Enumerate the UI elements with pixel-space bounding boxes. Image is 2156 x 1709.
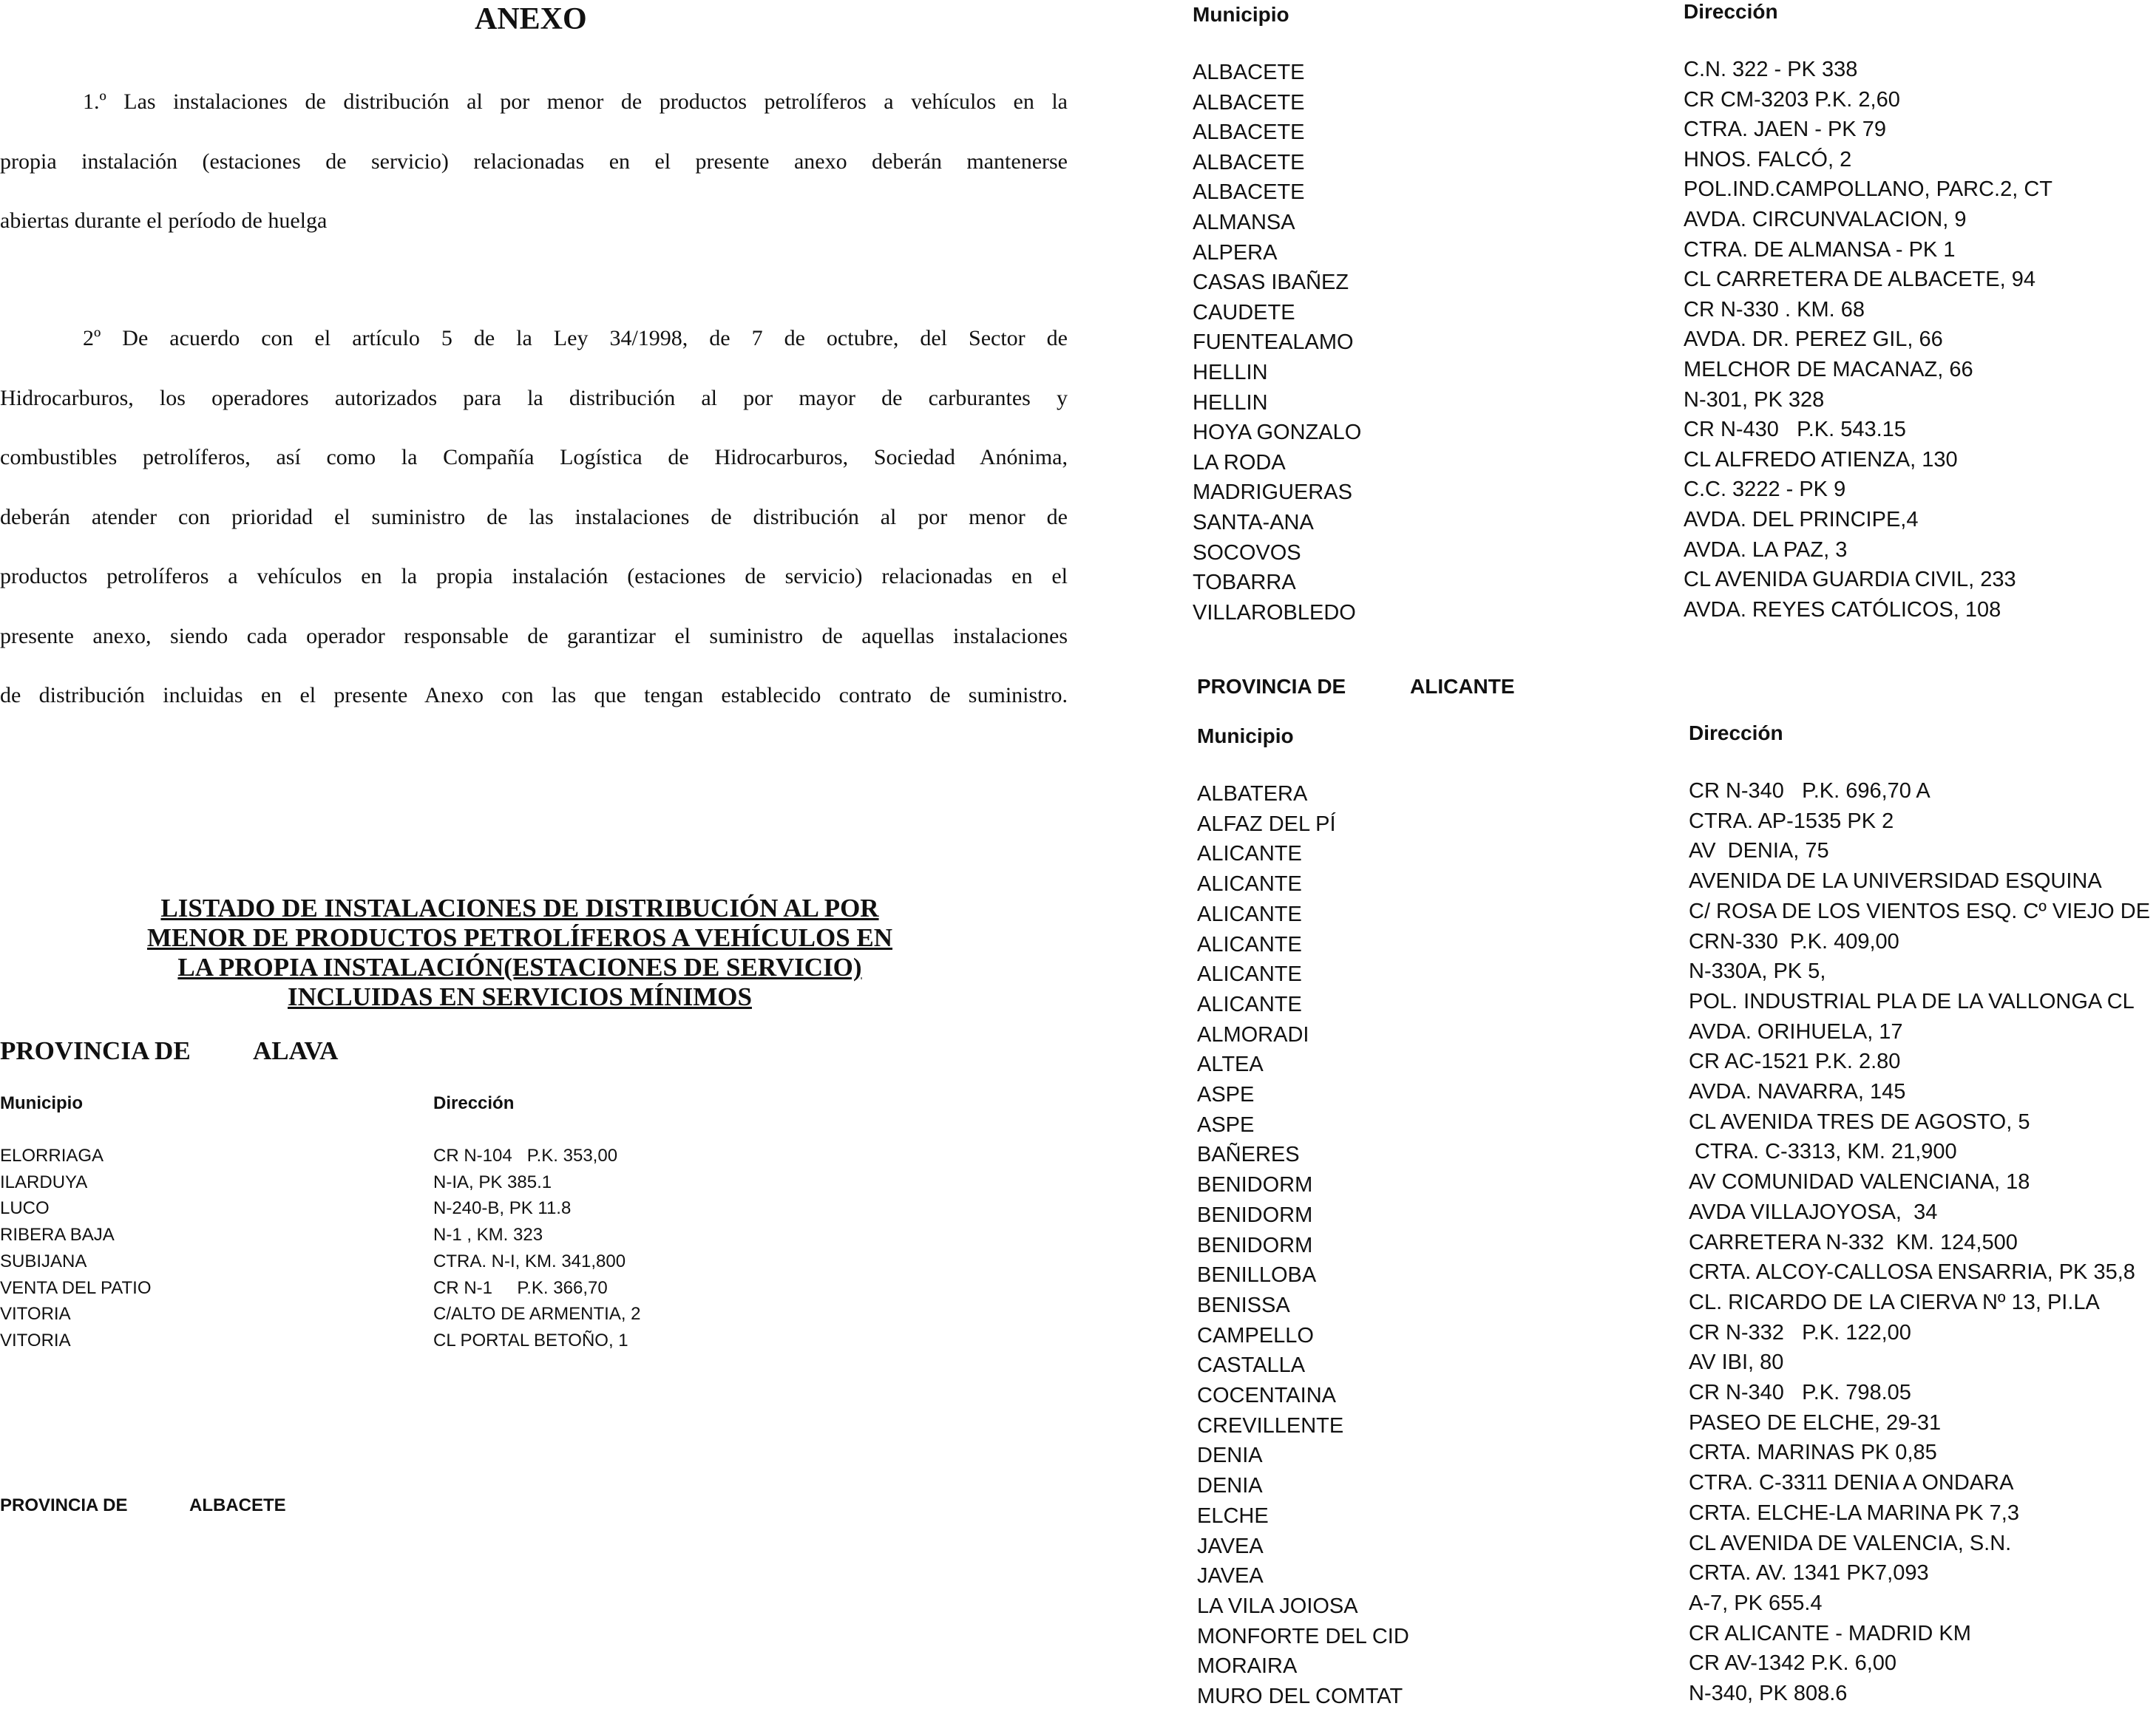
province-label: PROVINCIA DE — [1197, 675, 1346, 698]
municipio-cell: BENIDORM — [1197, 1203, 1313, 1227]
municipio-cell: ALBACETE — [1193, 150, 1305, 174]
direccion-cell: AVENIDA DE LA UNIVERSIDAD ESQUINA — [1689, 869, 2102, 894]
direccion-cell: CR N-340 P.K. 696,70 A — [1689, 779, 1930, 803]
anexo-title: ANEXO — [475, 2, 587, 36]
direccion-cell: CTRA. N-I, KM. 341,800 — [433, 1251, 626, 1271]
municipio-cell: ALBACETE — [1193, 180, 1305, 205]
municipio-cell: BENILLOBA — [1197, 1263, 1317, 1288]
municipio-cell: MADRIGUERAS — [1193, 480, 1352, 505]
direccion-cell: A-7, PK 655.4 — [1689, 1591, 1823, 1615]
municipio-cell: JAVEA — [1197, 1564, 1264, 1589]
paragraph-line: combustibles petrolíferos, así como la Compañía Logística de Hidrocarburos, Sociedad Anónima, — [0, 445, 1068, 469]
direccion-cell: CTRA. JAEN - PK 79 — [1684, 118, 1886, 142]
column-header-direccion: Dirección — [1684, 0, 1778, 23]
municipio-cell: ALMORADI — [1197, 1022, 1309, 1047]
municipio-cell: JAVEA — [1197, 1534, 1264, 1558]
province-label: PROVINCIA DE — [0, 1036, 191, 1065]
municipio-cell: ALBACETE — [1193, 120, 1305, 145]
direccion-cell: N-301, PK 328 — [1684, 387, 1825, 412]
municipio-cell: VITORIA — [0, 1304, 71, 1325]
direccion-cell: CL CARRETERA DE ALBACETE, 94 — [1684, 268, 2035, 292]
direccion-cell: PASEO DE ELCHE, 29-31 — [1689, 1410, 1942, 1435]
direccion-cell: POL. INDUSTRIAL PLA DE LA VALLONGA CL — [1689, 989, 2135, 1013]
direccion-cell: CRTA. AV. 1341 PK7,093 — [1689, 1561, 1929, 1586]
municipio-cell: ALFAZ DEL PÍ — [1197, 812, 1336, 836]
municipio-cell: VITORIA — [0, 1330, 71, 1350]
direccion-cell: CTRA. C-3313, KM. 21,900 — [1689, 1140, 1957, 1164]
municipio-cell: BAÑERES — [1197, 1143, 1300, 1167]
municipio-cell: BENISSA — [1197, 1293, 1290, 1317]
direccion-cell: AVDA. REYES CATÓLICOS, 108 — [1684, 597, 2001, 622]
direccion-cell: N-340, PK 808.6 — [1689, 1682, 1848, 1705]
municipio-cell: CREVILLENTE — [1197, 1413, 1344, 1438]
paragraph-2 — [0, 309, 1068, 726]
direccion-cell: CL PORTAL BETOÑO, 1 — [433, 1330, 628, 1350]
direccion-cell: AVDA. DEL PRINCIPE,4 — [1684, 508, 1919, 531]
paragraph-line: Hidrocarburos, los operadores autorizados para la distribución al por mayor de carburantes y — [0, 385, 1068, 410]
direccion-cell: CL. RICARDO DE LA CIERVA Nº 13, PI.LA — [1689, 1290, 2100, 1314]
paragraph-line: 2º De acuerdo con el artículo 5 de la Ley 34/1998, de 7 de octubre, del Sector de — [83, 326, 1068, 350]
direccion-cell: CR ALICANTE - MADRID KM — [1689, 1621, 1971, 1645]
direccion-cell: CR N-340 P.K. 798.05 — [1689, 1381, 1911, 1404]
municipio-cell: ELORRIAGA — [0, 1146, 104, 1166]
direccion-cell: CRN-330 P.K. 409,00 — [1689, 929, 1899, 954]
province-name: ALBACETE — [189, 1495, 286, 1515]
direccion-cell: CR N-1 P.K. 366,70 — [433, 1277, 608, 1298]
municipio-cell: ELCHE — [1197, 1504, 1269, 1528]
direccion-cell: CR AV-1342 P.K. 6,00 — [1689, 1651, 1897, 1676]
column-header-direccion: Dirección — [1689, 721, 1783, 744]
municipio-cell: HOYA GONZALO — [1193, 421, 1362, 445]
direccion-cell: N-240-B, PK 11.8 — [433, 1198, 572, 1219]
municipio-cell: BENIDORM — [1197, 1173, 1313, 1197]
municipio-cell: TOBARRA — [1193, 571, 1296, 595]
direccion-cell: AV IBI, 80 — [1689, 1350, 1784, 1375]
municipio-cell: LA VILA JOIOSA — [1197, 1594, 1358, 1618]
direccion-cell: CRTA. MARINAS PK 0,85 — [1689, 1441, 1937, 1465]
municipio-cell: ALBACETE — [1193, 90, 1305, 115]
direccion-cell: CL ALFREDO ATIENZA, 130 — [1684, 447, 1958, 472]
municipio-cell: ALICANTE — [1197, 932, 1302, 957]
direccion-cell: AVDA VILLAJOYOSA, 34 — [1689, 1200, 1938, 1224]
listado-title — [138, 894, 902, 1012]
municipio-cell: VENTA DEL PATIO — [0, 1277, 152, 1298]
direccion-cell: CRTA. ALCOY-CALLOSA ENSARRIA, PK 35,8 — [1689, 1260, 2135, 1285]
municipio-cell: BENIDORM — [1197, 1233, 1313, 1257]
direccion-cell: N-IA, PK 385.1 — [433, 1172, 552, 1192]
paragraph-line: propia instalación (estaciones de servicio) relacionadas en el presente anexo deberán mantenerse — [0, 149, 1068, 174]
municipio-cell: ALBACETE — [1193, 61, 1305, 84]
province-label: PROVINCIA DE — [0, 1495, 128, 1515]
direccion-cell: CTRA. C-3311 DENIA A ONDARA — [1689, 1471, 2014, 1495]
municipio-cell: ALICANTE — [1197, 872, 1302, 897]
listado-title-line: INCLUIDAS EN SERVICIOS MÍNIMOS — [288, 982, 752, 1011]
municipio-cell: FUENTEALAMO — [1193, 330, 1354, 355]
municipio-cell: SUBIJANA — [0, 1251, 87, 1271]
paragraph-line: de distribución incluidas en el presente Anexo con las que tengan establecido contrato de suministro. — [0, 683, 1068, 707]
municipio-cell: ALMANSA — [1193, 211, 1295, 234]
direccion-cell: CL AVENIDA GUARDIA CIVIL, 233 — [1684, 568, 2016, 592]
municipio-cell: CAUDETE — [1193, 300, 1295, 325]
direccion-cell: C/ALTO DE ARMENTIA, 2 — [433, 1304, 641, 1325]
direccion-cell: AVDA. LA PAZ, 3 — [1684, 537, 1848, 562]
direccion-cell: MELCHOR DE MACANAZ, 66 — [1684, 358, 1973, 381]
paragraph-line: deberán atender con prioridad el suministro de las instalaciones de distribución al por menor de — [0, 504, 1068, 529]
direccion-cell: C.N. 322 - PK 338 — [1684, 58, 1858, 81]
direccion-cell: CR N-332 P.K. 122,00 — [1689, 1320, 1911, 1345]
municipio-cell: VILLAROBLEDO — [1193, 600, 1356, 625]
municipio-cell: ALICANTE — [1197, 962, 1302, 987]
direccion-cell: CR AC-1521 P.K. 2.80 — [1689, 1050, 1901, 1074]
municipio-cell: MONFORTE DEL CID — [1197, 1624, 1409, 1648]
direccion-cell: CTRA. DE ALMANSA - PK 1 — [1684, 237, 1956, 262]
direccion-cell: N-330A, PK 5, — [1689, 959, 1826, 984]
municipio-cell: HELLIN — [1193, 390, 1268, 415]
direccion-cell: CL AVENIDA TRES DE AGOSTO, 5 — [1689, 1110, 2030, 1134]
column-header-municipio: Municipio — [0, 1093, 83, 1113]
municipio-cell: CASAS IBAÑEZ — [1193, 271, 1349, 295]
municipio-cell: RIBERA BAJA — [0, 1225, 115, 1246]
municipio-cell: ALICANTE — [1197, 902, 1302, 926]
direccion-cell: CR CM-3203 P.K. 2,60 — [1684, 87, 1900, 112]
paragraph-line: presente anexo, siendo cada operador responsable de garantizar el suministro de aquellas instalaciones — [0, 623, 1068, 648]
municipio-cell: ALICANTE — [1197, 992, 1302, 1016]
direccion-cell: CRTA. ELCHE-LA MARINA PK 7,3 — [1689, 1501, 2019, 1525]
municipio-cell: ASPE — [1197, 1083, 1255, 1107]
paragraph-line: 1.º Las instalaciones de distribución al por menor de productos petrolíferos a vehículos en la — [83, 89, 1068, 114]
municipio-cell: MORAIRA — [1197, 1654, 1298, 1679]
direccion-cell: CL AVENIDA DE VALENCIA, S.N. — [1689, 1531, 2012, 1555]
direccion-cell: HNOS. FALCÓ, 2 — [1684, 147, 1852, 171]
direccion-cell: AVDA. DR. PEREZ GIL, 66 — [1684, 327, 1943, 352]
municipio-cell: CAMPELLO — [1197, 1323, 1314, 1348]
listado-title-line: LISTADO DE INSTALACIONES DE DISTRIBUCIÓN AL POR — [160, 894, 879, 923]
province-name: ALICANTE — [1410, 675, 1515, 698]
municipio-cell: SANTA-ANA — [1193, 511, 1314, 534]
direccion-cell: AV COMUNIDAD VALENCIANA, 18 — [1689, 1170, 2030, 1195]
municipio-cell: ILARDUYA — [0, 1172, 88, 1192]
municipio-cell: SOCOVOS — [1193, 540, 1301, 565]
column-header-municipio: Municipio — [1197, 724, 1294, 747]
column-header-municipio: Municipio — [1193, 3, 1289, 26]
municipio-cell: LUCO — [0, 1198, 50, 1219]
direccion-cell: AV DENIA, 75 — [1689, 839, 1829, 863]
direccion-cell: CARRETERA N-332 KM. 124,500 — [1689, 1230, 2018, 1254]
municipio-cell: DENIA — [1197, 1474, 1263, 1498]
municipio-cell: ASPE — [1197, 1112, 1255, 1137]
municipio-cell: ALBATERA — [1197, 782, 1308, 806]
municipio-cell: ALTEA — [1197, 1053, 1264, 1077]
direccion-cell: POL.IND.CAMPOLLANO, PARC.2, CT — [1684, 177, 2053, 202]
direccion-cell: C.C. 3222 - PK 9 — [1684, 478, 1846, 502]
listado-title-line: MENOR DE PRODUCTOS PETROLÍFEROS A VEHÍCULOS EN — [146, 923, 893, 952]
municipio-cell: DENIA — [1197, 1444, 1263, 1468]
direccion-cell: CR N-104 P.K. 353,00 — [433, 1146, 618, 1166]
province-name: ALAVA — [253, 1036, 339, 1065]
paragraph-line: productos petrolíferos a vehículos en la propia instalación (estaciones de servicio) relacionadas en el — [0, 564, 1068, 588]
direccion-cell: CTRA. AP-1535 PK 2 — [1689, 809, 1894, 833]
direccion-cell: N-1 , KM. 323 — [433, 1225, 543, 1246]
direccion-cell: AVDA. ORIHUELA, 17 — [1689, 1019, 1903, 1044]
municipio-cell: MURO DEL COMTAT — [1197, 1685, 1403, 1708]
direccion-cell: CR N-330 . KM. 68 — [1684, 297, 1865, 322]
municipio-cell: LA RODA — [1193, 450, 1286, 475]
direccion-cell: C/ ROSA DE LOS VIENTOS ESQ. Cº VIEJO DE — [1689, 899, 2151, 923]
column-header-direccion: Dirección — [433, 1093, 515, 1113]
municipio-cell: COCENTAINA — [1197, 1384, 1336, 1407]
municipio-cell: CASTALLA — [1197, 1353, 1306, 1378]
direccion-cell: AVDA. NAVARRA, 145 — [1689, 1080, 1906, 1104]
municipio-cell: ALICANTE — [1197, 842, 1302, 866]
paragraph-line: abiertas durante el período de huelga — [0, 208, 328, 233]
listado-title-line: LA PROPIA INSTALACIÓN(ESTACIONES DE SERVICIO) — [177, 953, 862, 982]
municipio-cell: HELLIN — [1193, 361, 1268, 384]
paragraph-1 — [0, 72, 1068, 251]
direccion-cell: CR N-430 P.K. 543.15 — [1684, 418, 1906, 442]
municipio-cell: ALPERA — [1193, 240, 1278, 265]
direccion-cell: AVDA. CIRCUNVALACION, 9 — [1684, 208, 1967, 231]
